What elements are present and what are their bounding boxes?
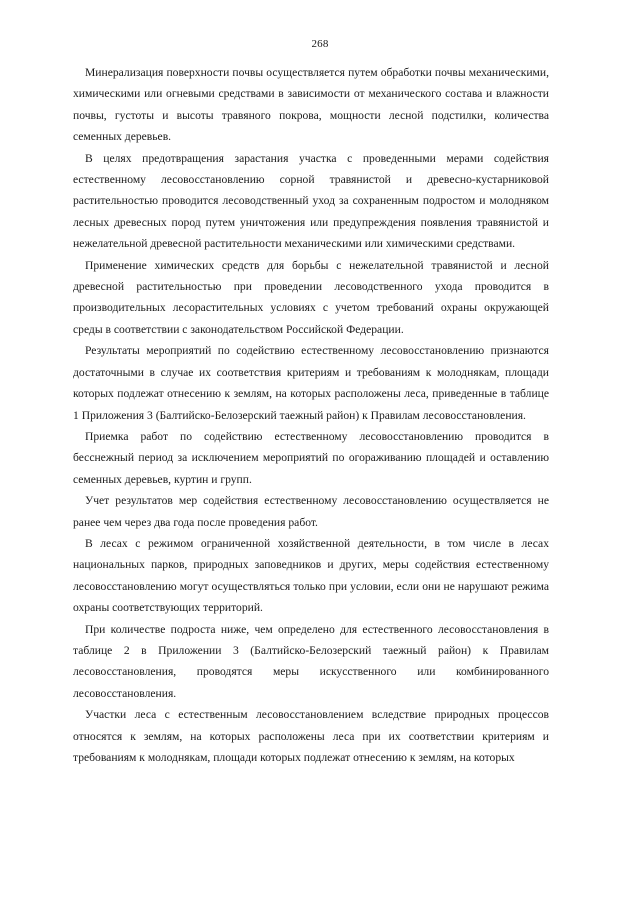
page-number: 268 [311, 38, 329, 50]
paragraph-mineralization: Минерализация поверхности почвы осуществляется путем обработки почвы механическими, химическими или огневыми средствами в зависимости от механического состава и влажности почвы, густоты и высоты травяного покрова, мощности лесной подстилки, количества семенных деревьев. [73, 66, 549, 144]
document-body [73, 62, 549, 768]
paragraph-natural-reforestation-sites: Участки леса с естественным лесовосстановлением вследствие природных процессов относятся к землям, на которых расположены леса при их соответствии критериям и требованиям к молоднякам, площади которых подлежат отнесению к землям, на которых [73, 708, 549, 764]
paragraph-work-acceptance: Приемка работ по содействию естественному лесовосстановлению проводится в бесснежный период за исключением мероприятий по огораживанию площадей и оставлению семенных деревьев, куртин и групп. [73, 429, 549, 486]
paragraph-chemical-means: Применение химических средств для борьбы с нежелательной травянистой и лесной древесной растительностью при проведении лесоводственного ухода проводится в производительных лесорастительных условиях с учетом требований охраны окружающей среды в соответствии с законодательством Российской Федерации. [73, 258, 549, 336]
paragraph-results-sufficiency: Результаты мероприятий по содействию естественному лесовосстановлению признаются достаточными в случае их соответствия критериям и требованиям к молоднякам, площади которых подлежат отнесению к землям, на которых расположены леса, приведенные в таблице 1 Приложения 3 (Балтийско-Белозерский таежный район) к Правилам лесовосстановления. [73, 344, 549, 422]
paragraph-results-accounting: Учет результатов мер содействия естественному лесовосстановлению осуществляется не ранее чем через два года после проведения работ. [73, 494, 549, 529]
paragraph-overgrowth-prevention: В целях предотвращения зарастания участка с проведенными мерами содействия естественному лесовосстановлению сорной травянистой и древесно-кустарниковой растительностью проводится лесоводственный уход за сохраненным подростом и молодняком лесных древесных пород путем уничтожения или предупреждения появления травянистой и нежелательной древесной растительности механическими или химическими средствами. [73, 151, 549, 251]
paragraph-restricted-regime: В лесах с режимом ограниченной хозяйственной деятельности, в том числе в лесах национальных парков, природных заповедников и других, меры содействия естественному лесовосстановлению могут осуществляться только при условии, если они не нарушают режима охраны соответствующих территорий. [73, 536, 549, 615]
paragraph-insufficient-undergrowth: При количестве подроста ниже, чем определено для естественного лесовосстановления в таблице 2 в Приложении 3 (Балтийско-Белозерский таежный район) к Правилам лесовосстановления, проводятся меры искусственного или комбинированного лесовосстановления. [73, 622, 549, 700]
